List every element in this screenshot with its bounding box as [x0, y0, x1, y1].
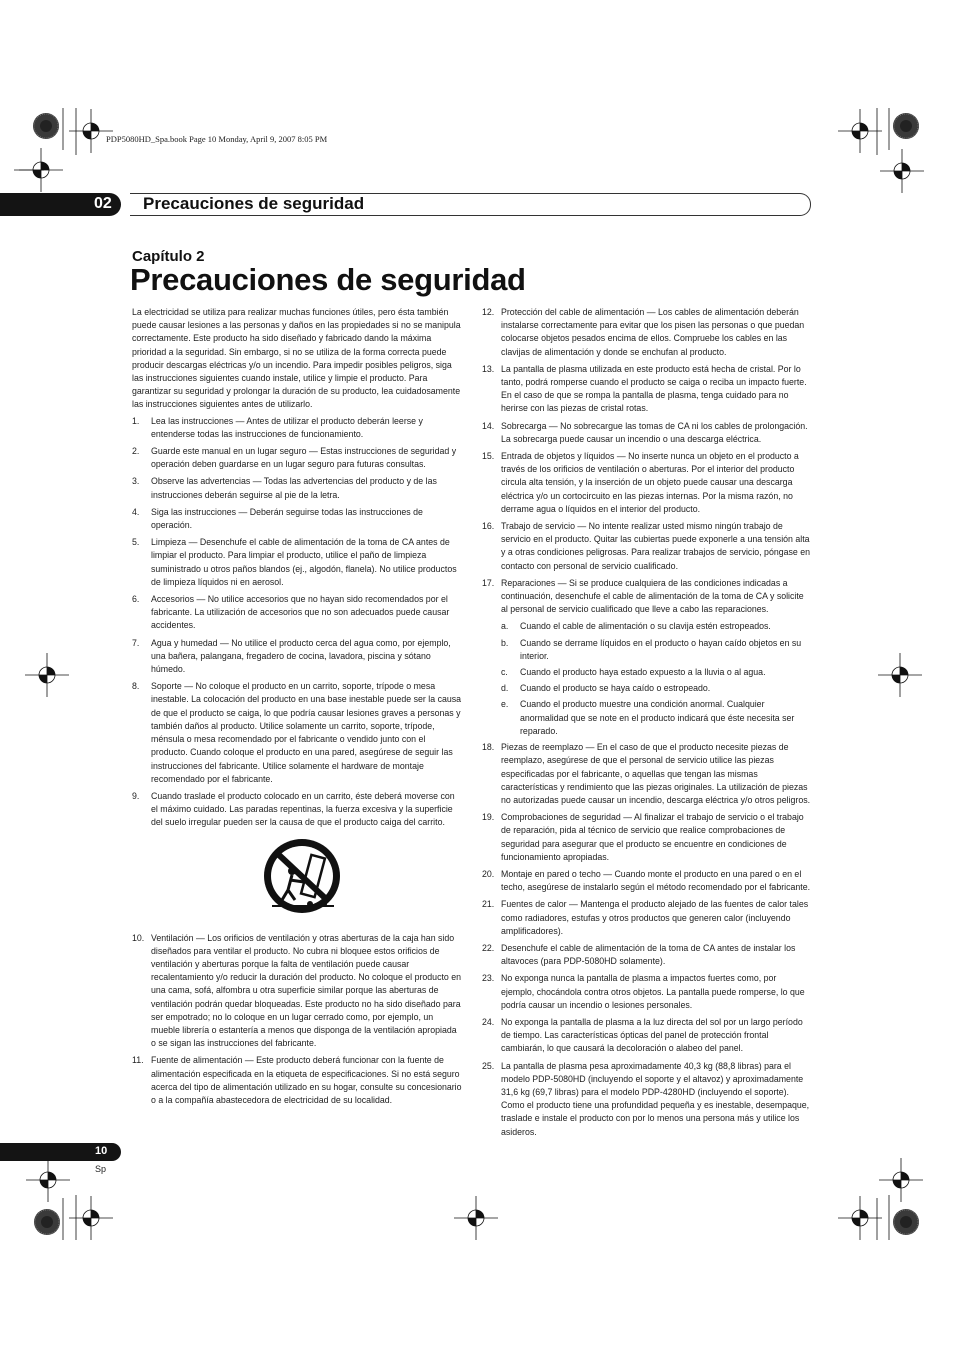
- list-item-number: 1.: [132, 415, 140, 426]
- list-item-number: 19.: [482, 812, 495, 823]
- list-item-number: 4.: [132, 506, 140, 517]
- list-item-number: 14.: [482, 420, 495, 431]
- list-item-text: Sobrecarga — No sobrecargue las tomas de CA ni los cables de prolongación. La sobrecarga puede causar un incendio o una descarga eléctrica.: [501, 420, 808, 444]
- page-number: 10: [95, 1145, 108, 1157]
- list-item-text: Siga las instrucciones — Deberán seguirse todas las instrucciones de operación.: [151, 506, 423, 531]
- list-item-text: Agua y humedad — No utilice el producto cerca del agua como, por ejemplo, una bañera, palangana, fregadero de cocina, lavadora, piscina y sótano húmedo.: [151, 637, 451, 675]
- list-item-text: Cuando el producto se haya caído o estropeado.: [520, 683, 711, 694]
- print-info: PDP5080HD_Spa.book Page 10 Monday, April 9, 2007 8:05 PM: [106, 134, 328, 144]
- list-item-number: 22.: [482, 942, 495, 953]
- chapter-label: Capítulo 2: [132, 248, 205, 265]
- list-item-number: 7.: [132, 637, 140, 648]
- list-item: [132, 593, 462, 633]
- list-item-text: Montaje en pared o techo — Cuando monte el producto en una pared o en el techo, asegúrese de instalarlo según el método recomendado por el fabricante.: [501, 868, 811, 893]
- list-item: [482, 868, 811, 894]
- list-item: [482, 420, 811, 446]
- list-item-text: Reparaciones — Si se produce cualquiera de las condiciones indicadas a continuación, desenchufe el cable de alimentación de la toma de CA y solicite al personal de servicio cualificado que lleve a cabo las reparaciones.: [501, 577, 804, 615]
- right-list-continued: [482, 741, 811, 1139]
- list-item-number: 8.: [132, 681, 140, 692]
- list-item: [482, 1060, 811, 1139]
- list-item-number: 3.: [132, 476, 140, 487]
- list-item-number: 9.: [132, 790, 140, 801]
- list-item-number: c.: [501, 667, 508, 678]
- list-item-text: Entrada de objetos y líquidos — No inserte nunca un objeto en el producto a través de los orificios de ventilación o aberturas. Por el interior del producto circula alta tensión, y la inserción de un objeto puede causar una descarga eléctrica y/o un cortocircuito en las piezas internas. Por la misma razón, no derrame agua o líquidos en el interior del producto.: [501, 451, 799, 514]
- list-item-number: a.: [501, 621, 509, 632]
- list-item-number: 25.: [482, 1060, 495, 1071]
- list-item: [482, 741, 811, 807]
- list-item-text: Guarde este manual en un lugar seguro — Estas instrucciones de seguridad y operación deben guardarse en un lugar seguro para futuras consultas.: [151, 446, 457, 470]
- list-item-text: Protección del cable de alimentación — Los cables de alimentación deberán instalarse correctamente para evitar que los pisen las personas o que puedan colocarse objetos pesados encima de ellos. Compruebe los cables en las clavijas de alimentación y donde se enchufan al producto.: [501, 307, 805, 357]
- list-item: [132, 475, 462, 501]
- list-item-text: No exponga la pantalla de plasma a la luz directa del sol por un largo período de tiempo. Las características ópticas del panel de protección frontal cambiarán, lo que causará la decoloración o alabeo del panel.: [501, 1016, 803, 1054]
- list-item-number: e.: [501, 699, 509, 710]
- list-item: [482, 520, 811, 573]
- intro-paragraph: La electricidad se utiliza para realizar muchas funciones útiles, pero ésta también puede causar lesiones a las personas y daños en las propiedades si no se manipula correctamente. Este producto ha sido diseñado y fabricado dando la máxima prioridad a la seguridad. Sin embargo, si no se utiliza de la forma correcta puede producir descargas eléctricas y/o un incendio. Para impedir posibles peligros, siga las instrucciones siguientes cuando instale, utilice y limpie el producto. Para garantizar su seguridad y prolongar la duración de su producto, lea cuidadosamente las instrucciones siguientes antes de utilizarlo.: [132, 307, 461, 410]
- language-code: Sp: [95, 1164, 107, 1174]
- list-item: [482, 306, 811, 359]
- list-item-number: 24.: [482, 1016, 495, 1027]
- list-item-text: Cuando el cable de alimentación o su clavija estén estropeados.: [520, 621, 771, 632]
- left-column: [132, 306, 462, 1111]
- list-item-text: Piezas de reemplazo — En el caso de que el producto necesite piezas de reemplazo, asegúrese de que el personal de servicio utilice las piezas especificadas por el fabricante, o aquellas que tengan las mismas características y rendimiento que las piezas originales. La utilización de piezas no autorizadas puede causar un incendio, descarga eléctrica y/o otros peligros.: [501, 742, 811, 805]
- list-item-number: 23.: [482, 973, 495, 984]
- list-item: [482, 942, 811, 968]
- list-item-number: 20.: [482, 868, 495, 879]
- list-item: [132, 790, 462, 830]
- left-list: [132, 415, 462, 830]
- chapter-number: 02: [94, 195, 112, 212]
- list-item-text: Fuente de alimentación — Este producto deberá funcionar con la fuente de alimentación especificada en la etiqueta de especificaciones. Si no está seguro acerca del tipo de alimentación utilizado en su hogar, consulte su concesionario o a la compañía abastecedora de electricidad de su localidad.: [151, 1055, 462, 1105]
- list-item-number: 5.: [132, 537, 140, 548]
- list-item: [132, 680, 462, 786]
- list-item-text: Cuando el producto haya estado expuesto a la lluvia o al agua.: [520, 667, 766, 678]
- list-item-number: 16.: [482, 521, 495, 532]
- list-item-text: Cuando traslade el producto colocado en un carrito, éste deberá moverse con el máximo cuidado. Las paradas repentinas, la fuerza excesiva y la superficie del suelo irregular pueden ser la causa de que el producto caiga del carrito.: [151, 790, 455, 828]
- cart-warning-figure: [132, 838, 462, 922]
- list-item-text: Observe las advertencias — Todas las advertencias del producto y de las instrucciones deberán seguirse al pie de la letra.: [151, 476, 437, 500]
- list-item: [132, 506, 462, 532]
- list-item-number: d.: [501, 683, 509, 694]
- left-list-continued: [132, 932, 462, 1108]
- list-item-text: Fuentes de calor — Mantenga el producto alejado de las fuentes de calor tales como radiadores, estufas y otros productos que generen calor (incluyendo amplificadores).: [501, 899, 809, 936]
- list-item-number: b.: [501, 637, 509, 648]
- list-item-number: 21.: [482, 899, 495, 910]
- list-item-number: 2.: [132, 446, 140, 457]
- list-item: [501, 698, 811, 738]
- list-item-number: 10.: [132, 932, 145, 943]
- list-item: [132, 445, 462, 471]
- list-item: [132, 536, 462, 589]
- list-item-number: 11.: [132, 1055, 144, 1066]
- list-item-text: Comprobaciones de seguridad — Al finalizar el trabajo de servicio o el trabajo de reparación, pida al técnico de servicio que realice comprobaciones de seguridad para asegurar que el producto se encuentre en condiciones de funcionamiento apropiadas.: [501, 812, 804, 862]
- cart-warning-icon: [262, 838, 346, 918]
- list-item: [482, 811, 811, 864]
- list-item: [501, 620, 811, 633]
- list-item-number: 12.: [482, 307, 495, 317]
- list-item-text: Limpieza — Desenchufe el cable de alimentación de la toma de CA antes de limpiar el producto. Para limpiar el producto, utilice el paño de limpieza suministrado u otros paños blandos (ej., algodón, flanela). No utilice productos de limpieza líquidos ni en aerosol.: [151, 537, 457, 587]
- list-item-text: Accesorios — No utilice accesorios que no hayan sido recomendados por el fabricante. La utilización de accesorios que no son adecuados puede causar accidentes.: [151, 594, 450, 631]
- right-column: [482, 306, 811, 1143]
- list-item: [132, 415, 462, 441]
- list-item-text: La pantalla de plasma utilizada en este producto está hecha de cristal. Por lo tanto, podrá romperse cuando el producto se caiga o reciba un impacto fuerte. En el caso de que se rompa la pantalla de plasma, tenga cuidado para no herirse con las piezas de cristal rotas.: [501, 363, 807, 414]
- list-item-text: Cuando se derrame líquidos en el producto o hayan caído objetos en su interior.: [520, 637, 802, 661]
- page-title: Precauciones de seguridad: [130, 262, 526, 297]
- list-item: [132, 637, 462, 677]
- list-item-text: Cuando el producto muestre una condición anormal. Cualquier anormalidad que se note en el producto indicará que éste necesita ser reparado.: [520, 699, 795, 736]
- list-item: [482, 1016, 811, 1056]
- list-item-number: 17.: [482, 577, 495, 588]
- list-item: [482, 972, 811, 1012]
- list-item: [482, 450, 811, 516]
- repair-conditions-list: [482, 620, 811, 738]
- list-item-number: 6.: [132, 594, 140, 605]
- list-item: [482, 898, 811, 938]
- list-item-text: La pantalla de plasma pesa aproximadamente 40,3 kg (88,8 libras) para el modelo PDP-5080HD (incluyendo el soporte y el altavoz) y aproximadamente 31,6 kg (69,7 libras) para el modelo PDP-4280HD (incluyendo el soporte). Como el producto tiene una profundidad pequeña y es inestable, desempaque, traslade e instale el producto con por lo menos una persona más y utilice los asideros.: [501, 1060, 810, 1137]
- list-item-text: Lea las instrucciones — Antes de utilizar el producto deberán leerse y entenderse todas las instrucciones de funcionamiento.: [151, 415, 423, 439]
- list-item: [482, 363, 811, 416]
- chapter-number-tab: [0, 193, 121, 216]
- list-item-number: 13.: [482, 363, 495, 374]
- header-section-title: Precauciones de seguridad: [143, 194, 365, 213]
- list-item-number: 18.: [482, 742, 495, 753]
- list-item-text: Trabajo de servicio — No intente realizar usted mismo ningún trabajo de servicio en el producto. Quitar las cubiertas puede exponerle a una tensión alta y a otras condiciones peligrosas. Para realizar trabajos de servicio, póngase en contacto con personal de servicio cualificado.: [501, 521, 811, 571]
- list-item-text: Ventilación — Los orificios de ventilación y otras aberturas de la caja han sido diseñados para ventilar el producto. No cubra ni bloquee estos orificios de ventilación y aberturas porque la falta de ventilación puede causar recalentamiento y/o reducir la duración del producto. No coloque el producto en una cama, sofá, alfombra u otra superficie similar porque las aberturas de ventilación podrán quedar bloqueadas. Este producto no ha sido diseñado para ser empotrado; no lo coloque en un lugar cerrado como, por ejemplo, un mueble librería o estantería a menos que disponga de la ventilación apropiada o se sigan las instrucciones del fabricante.: [151, 932, 462, 1049]
- list-item: [501, 682, 811, 695]
- list-item: [501, 666, 811, 679]
- right-list: [482, 306, 811, 616]
- list-item: [132, 1054, 462, 1107]
- list-item: [132, 932, 462, 1051]
- list-item-text: Soporte — No coloque el producto en un carrito, soporte, trípode o mesa inestable. La colocación del producto en una base inestable puede ser la causa de que el producto se caiga, lo que podría causar lesiones graves a personas y también daños al producto. Utilice solamente un carrito, soporte, trípode, ménsula o mesa recomendado por el fabricante o vendido junto con el producto. Cuando coloque el producto en una pared, asegúrese de seguir las instrucciones del fabricante. Utilice solamente el hardware de montaje recomendado por el fabricante.: [151, 681, 462, 784]
- list-item-text: Desenchufe el cable de alimentación de la toma de CA antes de instalar los altavoces (para PDP-5080HD solamente).: [501, 942, 796, 967]
- list-item: [482, 577, 811, 617]
- list-item-text: No exponga nunca la pantalla de plasma a impactos fuertes como, por ejemplo, chocándola contra otros objetos. La pantalla puede romperse, lo que podría causar un incendio o lesiones personales.: [501, 973, 805, 1010]
- list-item-number: 15.: [482, 451, 495, 462]
- page-number-tab: [0, 1143, 121, 1161]
- list-item: [501, 637, 811, 663]
